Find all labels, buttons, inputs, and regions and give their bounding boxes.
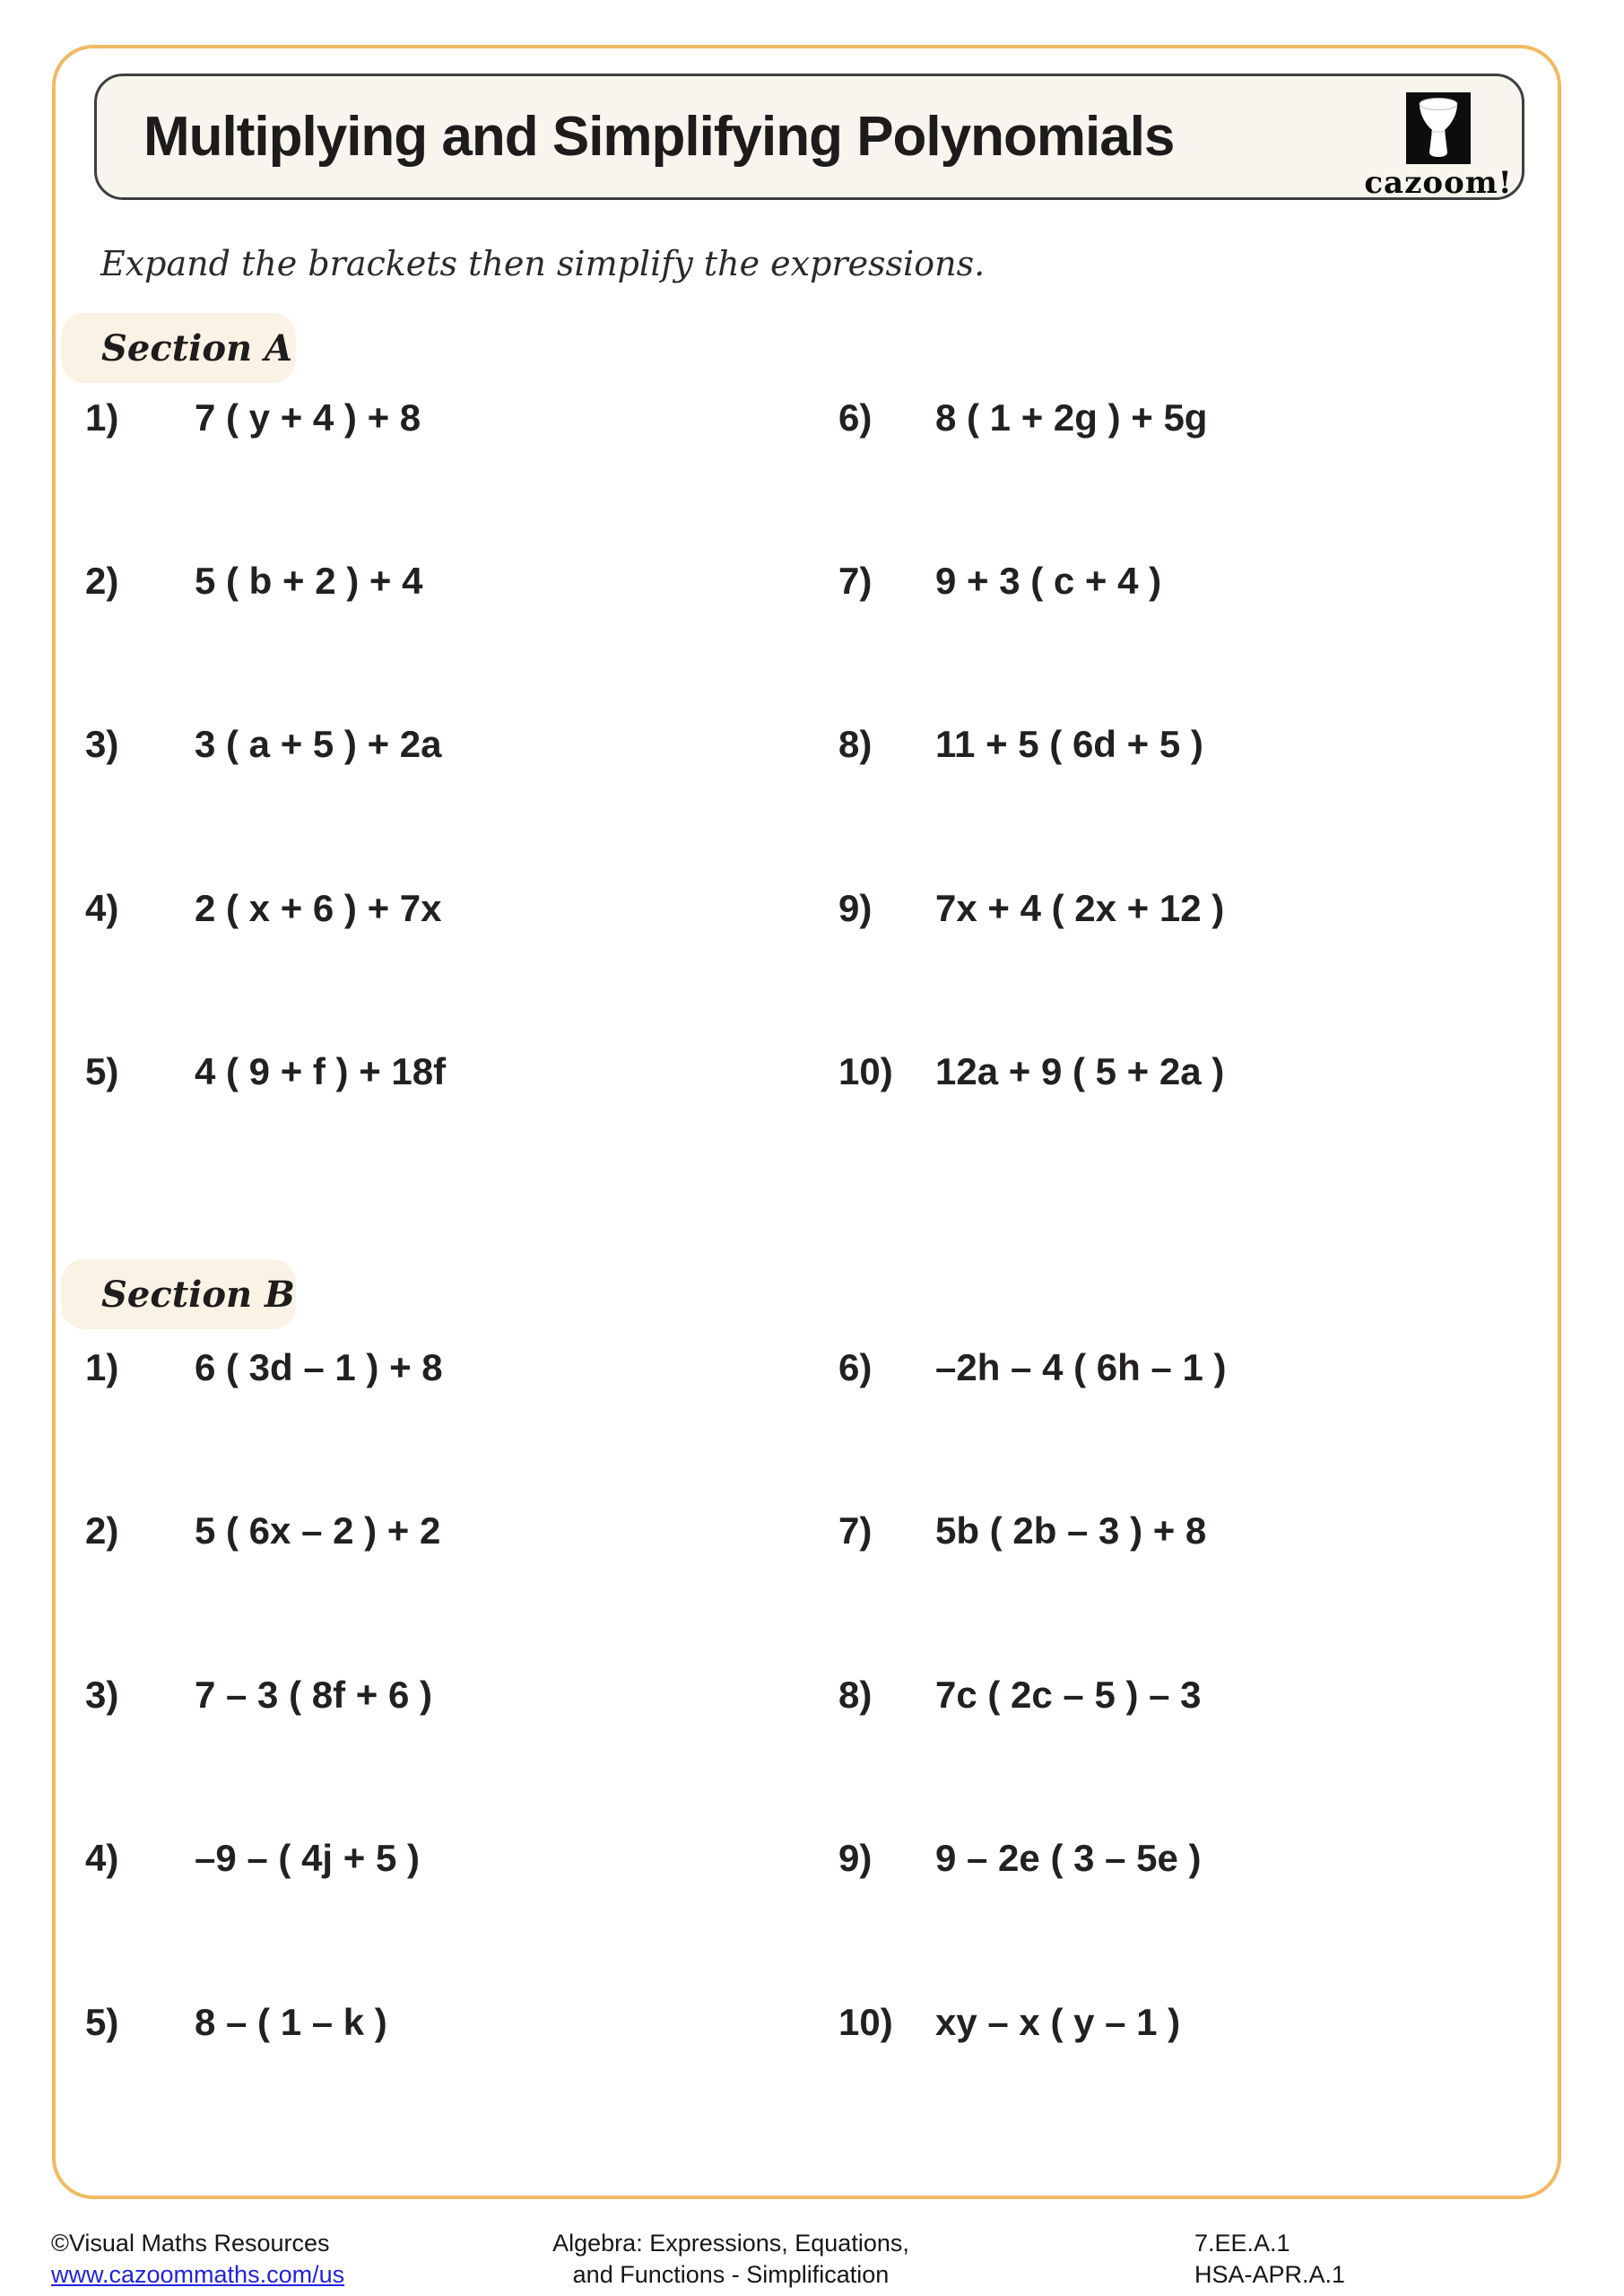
standard-code-2: HSA-APR.A.1 <box>1194 2261 1346 2288</box>
problem-number: 1) <box>85 1346 119 1388</box>
problem-number: 2) <box>85 560 119 602</box>
problem-expression: 3 ( a + 5 ) + 2a <box>195 723 442 765</box>
problem-expression: 11 + 5 ( 6d + 5 ) <box>935 723 1203 765</box>
page-title: Multiplying and Simplifying Polynomials <box>143 106 1175 168</box>
problem-b2 <box>85 1509 440 1552</box>
cazoom-logo-text: cazoom! <box>1364 165 1513 201</box>
problem-number: 6) <box>838 396 873 439</box>
footer-attribution <box>51 2228 344 2291</box>
problem-expression: –2h – 4 ( 6h – 1 ) <box>935 1346 1227 1388</box>
cazoom-drum-icon <box>1406 92 1471 164</box>
problem-number: 10) <box>838 2001 893 2043</box>
problem-number: 3) <box>85 723 119 765</box>
problem-number: 6) <box>838 1346 873 1388</box>
section-a-header <box>61 313 296 383</box>
topic-line-1: Algebra: Expressions, Equations, <box>552 2230 909 2257</box>
problem-expression: –9 – ( 4j + 5 ) <box>195 1837 420 1879</box>
website-link[interactable]: www.cazoommaths.com/us <box>51 2261 345 2288</box>
problem-a10 <box>838 1050 1224 1093</box>
problem-number: 2) <box>85 1509 119 1552</box>
problem-expression: 7 – 3 ( 8f + 6 ) <box>195 1674 432 1716</box>
section-b-header <box>61 1259 296 1329</box>
problem-b3 <box>85 1674 432 1717</box>
problem-a8 <box>838 723 1203 766</box>
problem-b9 <box>838 1837 1202 1880</box>
problem-a9 <box>838 887 1224 930</box>
footer-topic <box>547 2228 915 2291</box>
problem-b1 <box>85 1346 443 1389</box>
problem-a3 <box>85 723 442 766</box>
problem-expression: 5 ( b + 2 ) + 4 <box>195 560 423 602</box>
problem-b5 <box>85 2001 387 2044</box>
problem-b8 <box>838 1674 1202 1717</box>
problem-expression: 9 – 2e ( 3 – 5e ) <box>935 1837 1202 1879</box>
section-b-label: Section B <box>101 1273 295 1316</box>
problem-number: 7) <box>838 560 873 602</box>
footer-standards <box>1194 2228 1345 2291</box>
problem-expression: 7 ( y + 4 ) + 8 <box>195 396 421 439</box>
problem-expression: 7x + 4 ( 2x + 12 ) <box>935 887 1225 929</box>
problem-number: 5) <box>85 2001 119 2043</box>
problem-number: 3) <box>85 1674 119 1716</box>
problem-number: 4) <box>85 887 119 929</box>
problem-number: 9) <box>838 887 873 929</box>
problem-a7 <box>838 560 1161 603</box>
problem-b7 <box>838 1509 1206 1552</box>
cazoom-logo <box>1364 92 1513 201</box>
problem-expression: 7c ( 2c – 5 ) – 3 <box>935 1674 1202 1716</box>
title-box <box>94 74 1524 200</box>
problem-expression: 2 ( x + 6 ) + 7x <box>195 887 442 929</box>
problem-expression: 8 – ( 1 – k ) <box>195 2001 387 2043</box>
problem-expression: xy – x ( y – 1 ) <box>935 2001 1181 2043</box>
problem-expression: 4 ( 9 + f ) + 18f <box>195 1050 447 1092</box>
problem-a5 <box>85 1050 446 1093</box>
problem-expression: 8 ( 1 + 2g ) + 5g <box>935 396 1208 439</box>
problem-expression: 12a + 9 ( 5 + 2a ) <box>935 1050 1225 1092</box>
problem-b10 <box>838 2001 1180 2044</box>
problem-expression: 9 + 3 ( c + 4 ) <box>935 560 1162 602</box>
problem-number: 8) <box>838 723 873 765</box>
problem-a6 <box>838 396 1207 439</box>
problem-a1 <box>85 396 421 439</box>
problem-number: 5) <box>85 1050 119 1092</box>
problem-a2 <box>85 560 422 603</box>
problem-number: 1) <box>85 396 119 439</box>
topic-line-2: and Functions - Simplification <box>572 2261 890 2288</box>
problem-expression: 5b ( 2b – 3 ) + 8 <box>935 1509 1207 1552</box>
instruction-text: Expand the brackets then simplify the expressions. <box>100 244 986 283</box>
problem-expression: 5 ( 6x – 2 ) + 2 <box>195 1509 441 1552</box>
copyright-text: ©Visual Maths Resources <box>51 2230 330 2257</box>
problem-number: 10) <box>838 1050 893 1092</box>
section-a-label: Section A <box>101 326 293 370</box>
problem-number: 7) <box>838 1509 873 1552</box>
problem-number: 8) <box>838 1674 873 1716</box>
problem-expression: 6 ( 3d – 1 ) + 8 <box>195 1346 443 1388</box>
problem-number: 4) <box>85 1837 119 1879</box>
problem-b4 <box>85 1837 420 1880</box>
problem-number: 9) <box>838 1837 873 1879</box>
problem-b6 <box>838 1346 1226 1389</box>
problem-a4 <box>85 887 442 930</box>
standard-code-1: 7.EE.A.1 <box>1194 2230 1290 2257</box>
